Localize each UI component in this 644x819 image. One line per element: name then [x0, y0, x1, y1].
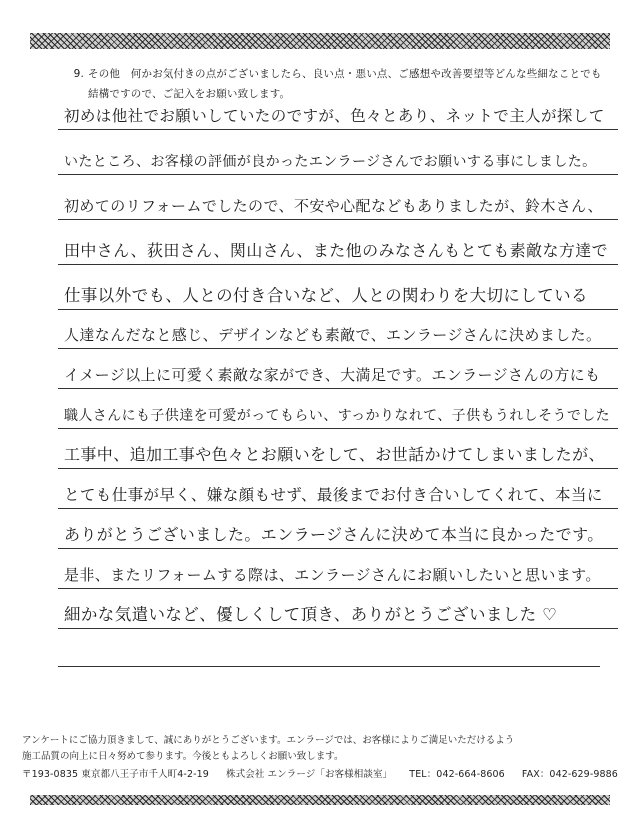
handwritten-line — [58, 598, 618, 629]
handwritten-line — [58, 398, 618, 429]
bottom-decorative-band — [30, 795, 610, 805]
handwritten-text: 仕事以外でも、人との付き合いなど、人との関わりを大切にしている — [64, 286, 588, 305]
company-name: 株式会社 エンラージ「お客様相談室」 — [226, 769, 393, 780]
handwritten-text: 工事中、追加工事や色々とお願いをして、お世話かけてしまいましたが、 — [64, 445, 605, 464]
handwritten-text: いたところ、お客様の評価が良かったエンラージさんでお願いする事にしました。 — [64, 154, 597, 170]
handwritten-text: 是非、またリフォームする際は、エンラージさんにお願いしたいと思います。 — [64, 566, 601, 584]
handwritten-line — [58, 144, 618, 175]
handwritten-line — [58, 358, 618, 389]
handwritten-text: 細かな気遣いなど、優しくして頂き、ありがとうございました ♡ — [64, 605, 558, 624]
fax: FAX：042-629-9886 — [521, 769, 618, 780]
question-line-1 — [62, 64, 622, 84]
postal-code: 〒193-0835 — [22, 769, 79, 780]
handwritten-text: とても仕事が早く、嫌な顔もせず、最後までお付き合いしてくれて、本当に — [64, 486, 603, 504]
handwritten-line — [58, 99, 618, 130]
handwritten-line — [58, 518, 618, 549]
handwritten-line — [58, 318, 618, 349]
footer-thanks-line-1: アンケートにご協力頂きまして、誠にありがとうございます。エンラージでは、お客様によりご満足いただけるよう — [22, 735, 515, 746]
handwritten-text: ありがとうございました。エンラージさんに決めて本当に良かったです。 — [64, 525, 604, 544]
question-number: 9. — [73, 68, 84, 80]
handwritten-line — [58, 189, 618, 220]
blank-writing-line — [58, 666, 600, 667]
question-9 — [62, 64, 622, 104]
handwritten-text: 人達なんだなと感じ、デザインなども素敵で、エンラージさんに決めました。 — [64, 326, 602, 344]
telephone: TEL：042-664-8606 — [409, 769, 505, 780]
footer — [22, 733, 622, 783]
handwritten-line — [58, 478, 618, 509]
top-decorative-band — [30, 33, 610, 49]
handwritten-line — [58, 558, 618, 589]
address: 東京都八王子市千人町4-2-19 — [81, 769, 209, 780]
question-text-1: その他 何かお気付きの点がございましたら、良い点・悪い点、ご感想や改善要望等どんな些細なことでも — [88, 68, 602, 80]
handwritten-text: 初めは他社でお願いしていたのですが、色々とあり、ネットで主人が探して — [64, 107, 605, 125]
handwritten-text: 初めてのリフォームでしたので、不安や心配などもありましたが、鈴木さん、 — [64, 197, 603, 215]
handwritten-text: 職人さんにも子供達を可愛がってもらい、すっかりなれて、子供もうれしそうでした — [64, 408, 611, 424]
handwritten-line — [58, 438, 618, 469]
handwritten-text: 田中さん、荻田さん、関山さん、また他のみなさんもとても素敵な方達で — [64, 241, 609, 260]
footer-thanks-line-2: 施工品質の向上に日々努めて参ります。今後ともよろしくお願い致します。 — [22, 751, 344, 762]
handwritten-text: イメージ以上に可愛く素敵な家ができ、大満足です。エンラージさんの方にも — [64, 366, 601, 384]
footer-contact — [22, 767, 622, 783]
handwritten-line — [58, 279, 618, 310]
question-text-2: 結構ですので、ご記入をお願い致します。 — [88, 88, 291, 100]
handwritten-line — [58, 234, 618, 265]
